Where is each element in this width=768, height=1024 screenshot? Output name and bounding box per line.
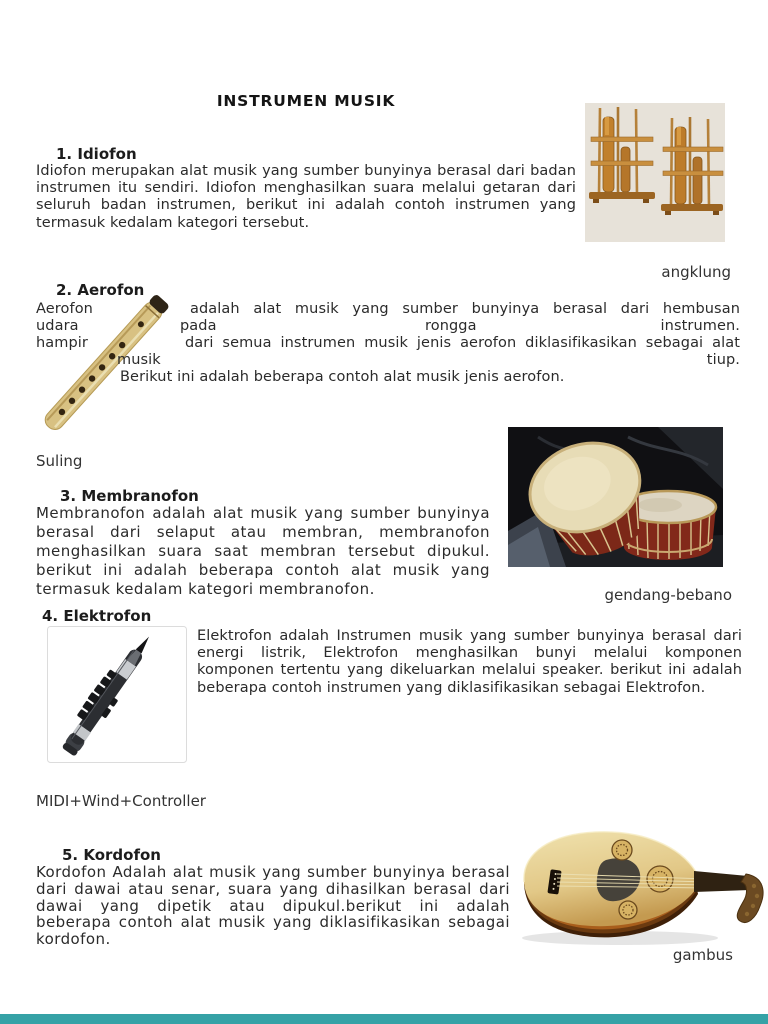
aerofon-line1-right: adalah alat musik yang sumber bunyinya berasal dari hembusan [190, 301, 740, 317]
aerofon-line5: Berikut ini adalah beberapa contoh alat musik jenis aerofon. [120, 369, 565, 385]
aerofon-line4-left: musik [117, 352, 161, 368]
aerofon-line3-left: hampir [36, 335, 88, 351]
aerofon-line2-pada: pada [180, 318, 217, 334]
aerofon-line2-instrumen: instrumen. [660, 318, 740, 334]
bottom-accent-bar [0, 1014, 768, 1024]
section-heading-elektrofon: 4. Elektrofon [42, 607, 152, 625]
section-heading-aerofon: 2. Aerofon [56, 281, 145, 299]
caption-angklung: angklung [661, 263, 731, 281]
angklung-image [585, 103, 725, 242]
section-heading-membranofon: 3. Membranofon [60, 487, 199, 505]
aerofon-line4-right: tiup. [706, 352, 740, 368]
aerofon-line2-rongga: rongga [425, 318, 477, 334]
section-body-kordofon: Kordofon Adalah alat musik yang sumber bunyinya berasal dari dawai atau senar, suara yang dihasilkan berasal dari dawai yang dipetik atau dipukul.berikut ini adalah beberapa contoh alat musik yang diklasifikasikan sebagai kordofon. [36, 863, 510, 949]
gambus-image [510, 824, 766, 952]
gendang-image [508, 427, 723, 567]
aerofon-line1-left: Aerofon [36, 301, 93, 317]
section-body-idiofon: Idiofon merupakan alat musik yang sumber bunyinya berasal dari badan instrumen itu sendiri. Idiofon menghasilkan suara melalui getaran dari seluruh badan instrumen, berikut ini adalah contoh instrumen yang termasuk kedalam kategori tersebut. [36, 163, 576, 231]
page-title: INSTRUMEN MUSIK [216, 92, 396, 110]
section-heading-kordofon: 5. Kordofon [62, 846, 161, 864]
caption-gendang-bebano: gendang-bebano [604, 586, 732, 604]
section-body-membranofon: Membranofon adalah alat musik yang sumber bunyinya berasal dari selaput atau membran, membranofon menghasilkan suara saat membran tersebut dipukul. berikut ini adalah beberapa contoh alat musik yang termasuk kedalam kategori membranofon. [36, 504, 490, 598]
aerofon-line3-right: dari semua instrumen musik jenis aerofon diklasifikasikan sebagai alat [185, 335, 740, 351]
caption-suling: Suling [36, 452, 83, 470]
caption-midi-wind-controller: MIDI+Wind+Controller [36, 792, 206, 810]
aerofon-line2-udara: udara [36, 318, 79, 334]
caption-gambus: gambus [672, 946, 733, 964]
section-body-elektrofon: Elektrofon adalah Instrumen musik yang sumber bunyinya berasal dari energi listrik, Elektrofon menghasilkan bunyi melalui komponen komponen tertentu yang dikeluarkan melalui speaker. berikut ini adalah beberapa contoh instrumen yang diklasifikasikan sebagai Elektrofon. [197, 628, 742, 696]
midi-wind-controller-image [47, 626, 187, 763]
section-heading-idiofon: 1. Idiofon [56, 145, 137, 163]
